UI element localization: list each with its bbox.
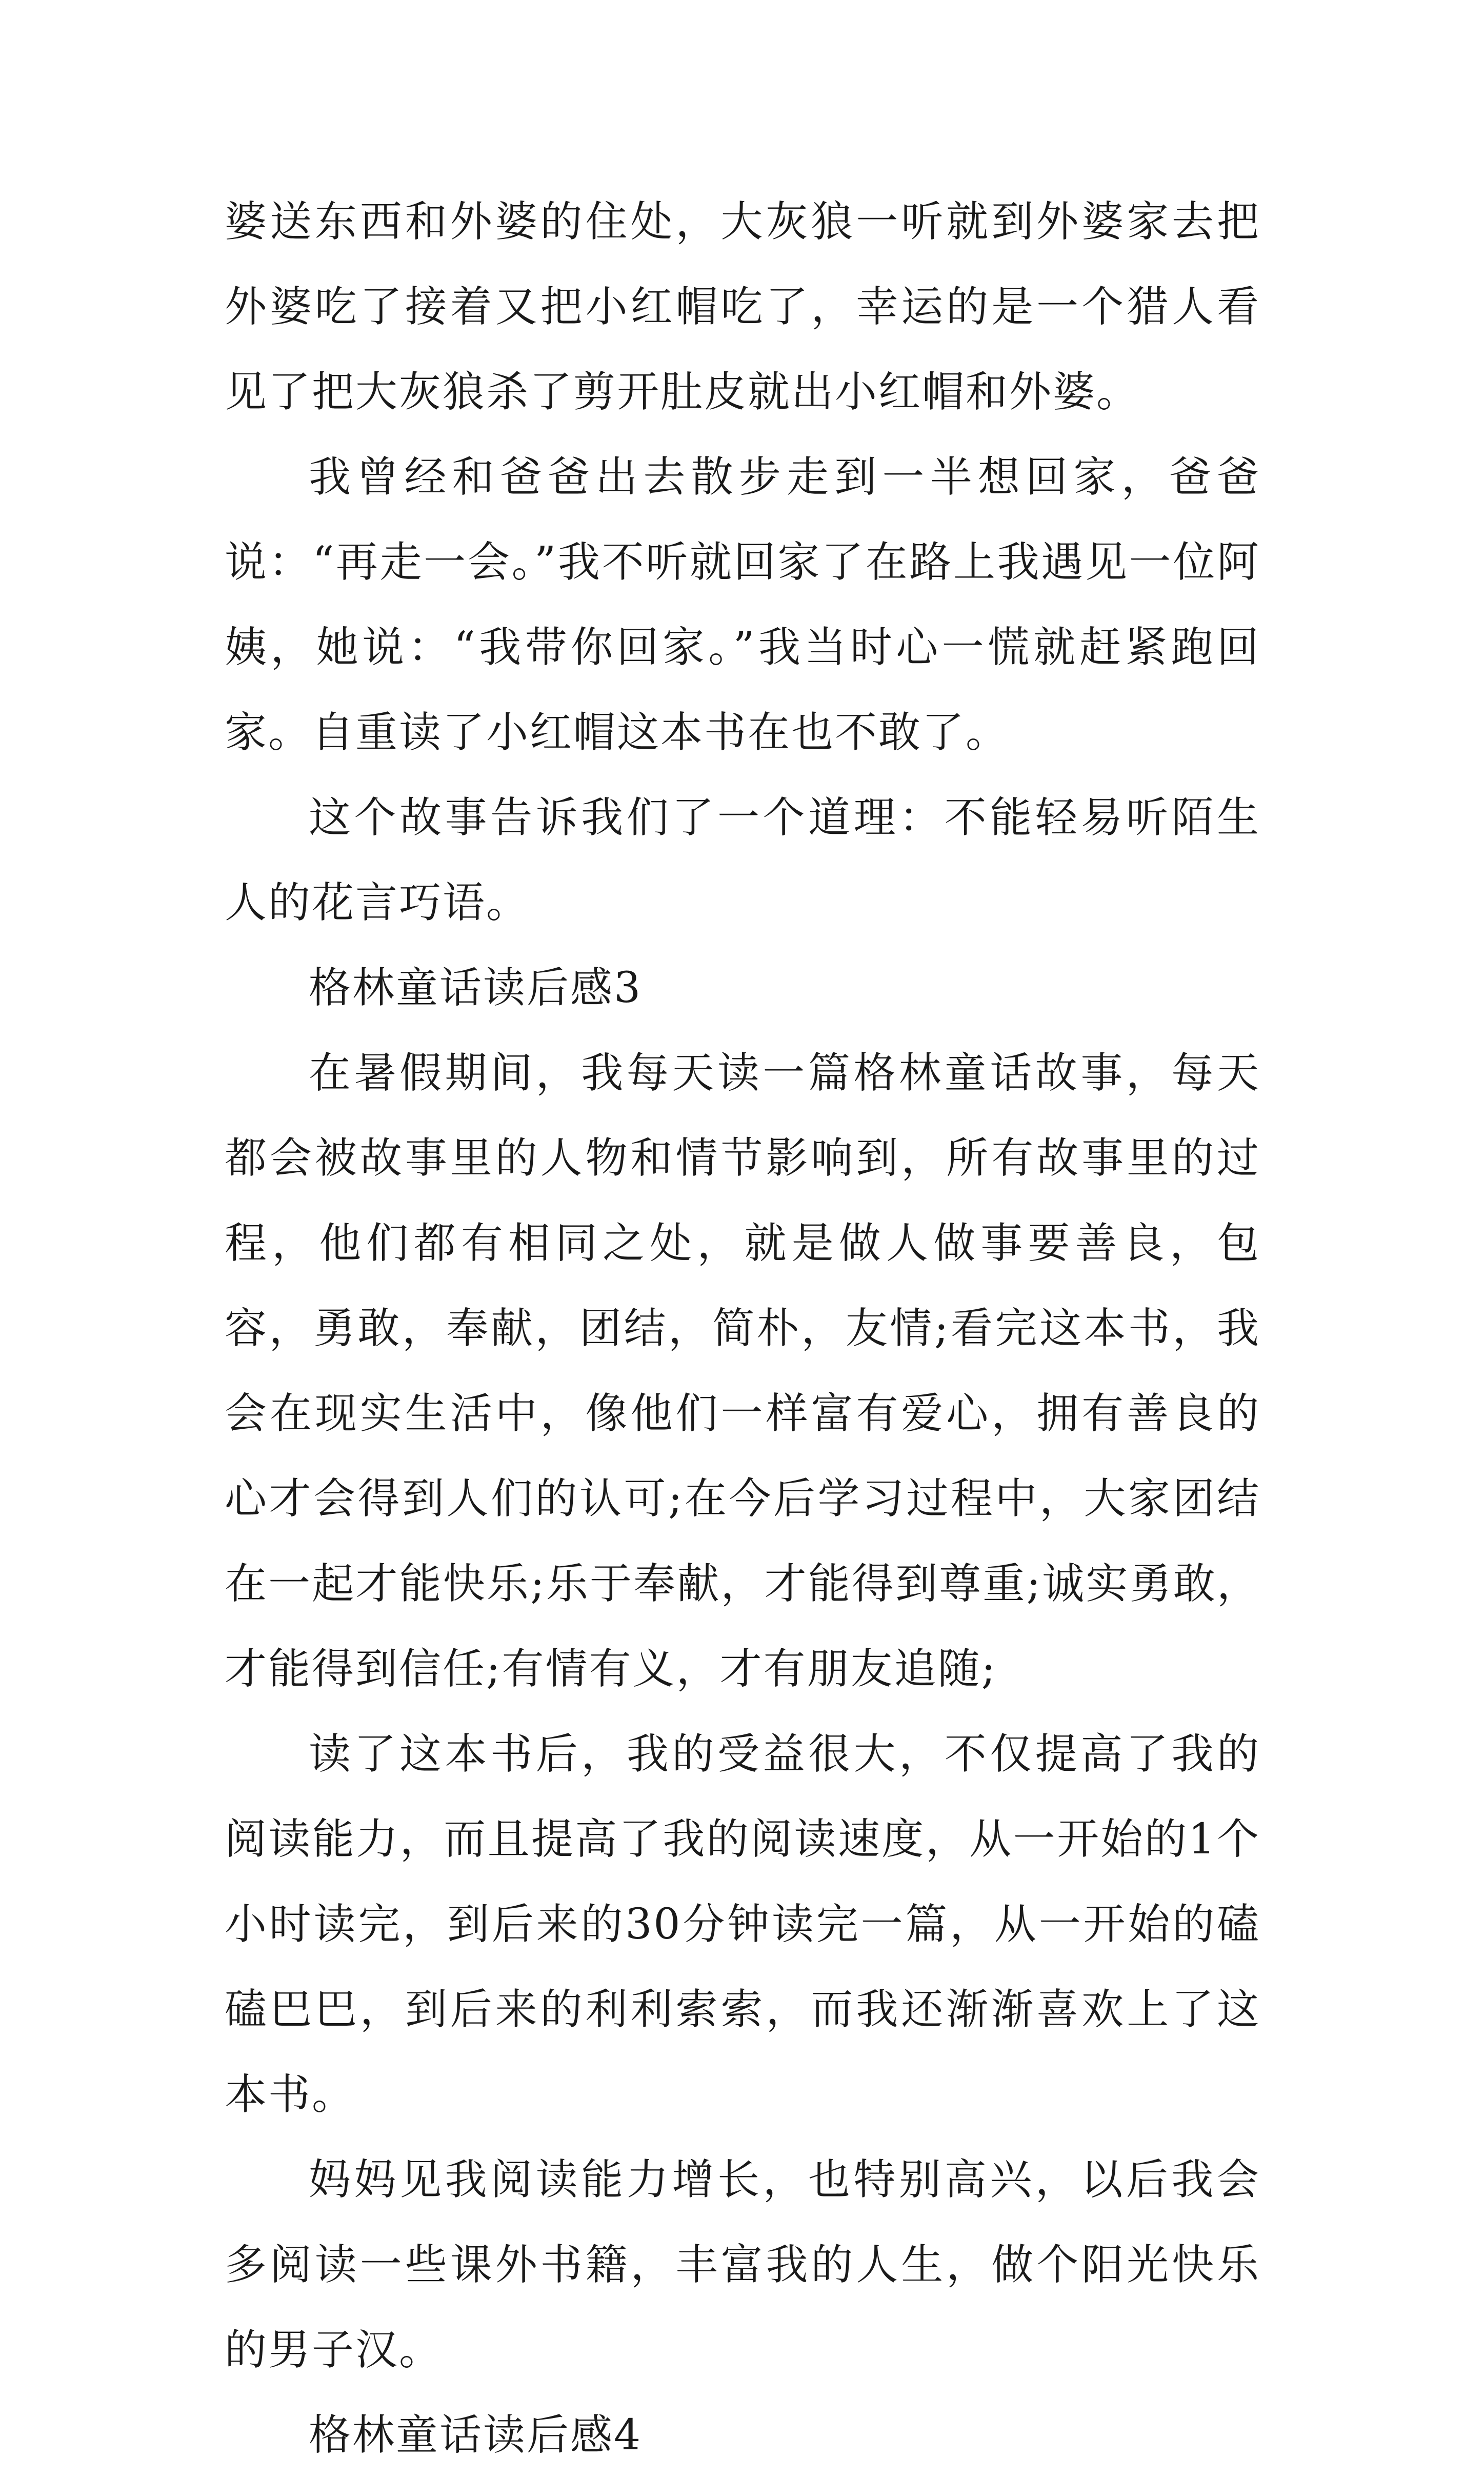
section-heading-4: 格林童话读后感4 <box>309 2411 643 2460</box>
paragraph-summer-reading: 在暑假期间，我每天读一篇格林童话故事，每天都会被故事里的人物和情节影响到，所有故事里的过程，他们都有相同之处，就是做人做事要善良，包容，勇敢，奉献，团结，简朴，友情;看完这本书，我会在现实生活中，像他们一样富有爱心，拥有善良的心才会得到人们的认可;在今后学习过程中，大家团结在一起才能快乐;乐于奉献，才能得到尊重;诚实勇敢，才能得到信任;有情有义，才有朋友追随; <box>225 1049 1260 1693</box>
paragraph-moral: 这个故事告诉我们了一个道理：不能轻易听陌生人的花言巧语。 <box>225 793 1260 927</box>
paragraph-personal-experience: 我曾经和爸爸出去散步走到一半想回家，爸爸说：“再走一会。”我不听就回家了在路上我遇见一位阿姨，她说：“我带你回家。”我当时心一慌就赶紧跑回家。自重读了小红帽这本书在也不敢了。 <box>225 453 1260 757</box>
paragraph-benefits: 读了这本书后，我的受益很大，不仅提高了我的阅读能力，而且提高了我的阅读速度，从一开始的1个小时读完，到后来的30分钟读完一篇，从一开始的磕磕巴巴，到后来的利利索索，而我还渐渐喜欢上了这本书。 <box>225 1730 1260 2119</box>
paragraph-story-continuation: 婆送东西和外婆的住处，大灰狼一听就到外婆家去把外婆吃了接着又把小红帽吃了，幸运的是一个猎人看见了把大灰狼杀了剪开肚皮就出小红帽和外婆。 <box>225 197 1260 416</box>
section-heading-3: 格林童话读后感3 <box>309 964 643 1012</box>
paragraph-mother: 妈妈见我阅读能力增长，也特别高兴，以后我会多阅读一些课外书籍，丰富我的人生，做个阳光快乐的男子汉。 <box>225 2155 1260 2374</box>
document-body <box>225 179 1260 2478</box>
